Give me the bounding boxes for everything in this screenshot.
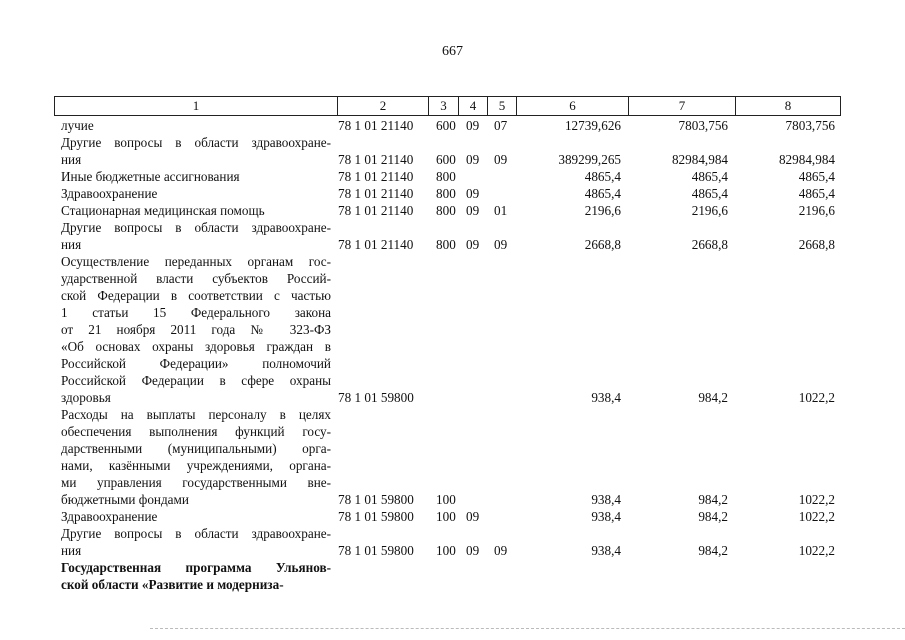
description-line: ми управления государственными вне- (61, 475, 331, 490)
amount-col-8: 1022,2 (798, 509, 835, 524)
amount-col-7: 984,2 (698, 492, 728, 507)
row-description (61, 406, 331, 508)
description-line: нами, казёнными учреждениями, органа- (61, 458, 331, 473)
subsection-code: 09 (494, 152, 508, 167)
section-code: 09 (466, 152, 480, 167)
amount-col-7: 984,2 (698, 543, 728, 558)
table-row (0, 406, 905, 508)
table-row (0, 508, 905, 525)
description-line: Другие вопросы в области здравоохране- (61, 526, 331, 541)
expense-type: 800 (436, 186, 456, 201)
description-line: ской области «Развитие и модерниза- (61, 577, 284, 592)
amount-col-6: 938,4 (591, 543, 621, 558)
expense-type: 100 (436, 509, 456, 524)
description-line: ния (61, 152, 82, 167)
amount-col-7: 7803,756 (678, 118, 728, 133)
description-line: Иные бюджетные ассигнования (61, 169, 240, 184)
header-col-5: 5 (487, 96, 517, 116)
expense-type: 100 (436, 543, 456, 558)
section-code: 09 (466, 186, 480, 201)
section-code: 09 (466, 543, 480, 558)
description-line: бюджетными фондами (61, 492, 189, 507)
description-line: Государственная программа Ульянов- (61, 560, 331, 575)
section-code: 09 (466, 118, 480, 133)
amount-col-6: 2668,8 (584, 237, 621, 252)
amount-col-7: 2668,8 (691, 237, 728, 252)
header-col-8: 8 (735, 96, 841, 116)
expense-type: 600 (436, 118, 456, 133)
description-line: обеспечения выполнения функций госу- (61, 424, 331, 439)
amount-col-8: 7803,756 (785, 118, 835, 133)
header-col-1: 1 (54, 96, 338, 116)
subsection-code: 09 (494, 237, 508, 252)
amount-col-6: 389299,265 (558, 152, 621, 167)
expense-type: 100 (436, 492, 456, 507)
amount-col-7: 984,2 (698, 509, 728, 524)
expense-type: 800 (436, 203, 456, 218)
budget-code: 78 1 01 59800 (338, 509, 414, 524)
table-row (0, 134, 905, 168)
row-description (61, 202, 331, 219)
budget-code: 78 1 01 21140 (338, 169, 414, 184)
description-line: Здравоохранение (61, 509, 158, 524)
amount-col-7: 82984,984 (671, 152, 728, 167)
amount-col-7: 4865,4 (691, 169, 728, 184)
budget-code: 78 1 01 21140 (338, 186, 414, 201)
description-line: ударственной власти субъектов Россий- (61, 271, 331, 286)
description-line: Здравоохранение (61, 186, 158, 201)
header-col-3: 3 (428, 96, 459, 116)
header-col-2: 2 (337, 96, 429, 116)
description-line: Другие вопросы в области здравоохране- (61, 135, 331, 150)
row-description (61, 559, 331, 593)
section-code: 09 (466, 509, 480, 524)
amount-col-8: 2196,6 (798, 203, 835, 218)
amount-col-6: 2196,6 (584, 203, 621, 218)
budget-code: 78 1 01 21140 (338, 152, 414, 167)
amount-col-6: 4865,4 (584, 186, 621, 201)
expense-type: 800 (436, 169, 456, 184)
expense-type: 800 (436, 237, 456, 252)
description-line: 1 статьи 15 Федерального закона (61, 305, 331, 320)
description-line: Российской Федерации» полномочий (61, 356, 331, 371)
amount-col-8: 1022,2 (798, 390, 835, 405)
table-row (0, 525, 905, 559)
amount-col-6: 12739,626 (564, 118, 621, 133)
bottom-divider (150, 628, 905, 630)
description-line: Российской Федерации в сфере охраны (61, 373, 331, 388)
description-line: Расходы на выплаты персоналу в целях (61, 407, 331, 422)
row-description (61, 117, 331, 134)
description-line: от 21 ноября 2011 года № 323-ФЗ (61, 322, 331, 337)
amount-col-7: 4865,4 (691, 186, 728, 201)
amount-col-6: 938,4 (591, 509, 621, 524)
amount-col-8: 1022,2 (798, 543, 835, 558)
description-line: дарственными (муниципальными) орга- (61, 441, 331, 456)
row-description (61, 253, 331, 406)
amount-col-7: 984,2 (698, 390, 728, 405)
row-description (61, 219, 331, 253)
header-col-6: 6 (516, 96, 629, 116)
description-line: ния (61, 543, 82, 558)
description-line: лучие (61, 118, 94, 133)
budget-code: 78 1 01 59800 (338, 492, 414, 507)
row-description (61, 134, 331, 168)
description-line: ской Федерации в соответствии с частью (61, 288, 331, 303)
table-row (0, 185, 905, 202)
subsection-code: 07 (494, 118, 508, 133)
amount-col-8: 2668,8 (798, 237, 835, 252)
row-description (61, 525, 331, 559)
header-col-4: 4 (458, 96, 488, 116)
row-description (61, 168, 331, 185)
section-code: 09 (466, 237, 480, 252)
amount-col-8: 4865,4 (798, 169, 835, 184)
budget-code: 78 1 01 59800 (338, 390, 414, 405)
row-description (61, 185, 331, 202)
amount-col-8: 82984,984 (778, 152, 835, 167)
description-line: Другие вопросы в области здравоохране- (61, 220, 331, 235)
budget-code: 78 1 01 21140 (338, 118, 414, 133)
expense-type: 600 (436, 152, 456, 167)
description-line: ния (61, 237, 82, 252)
table-row (0, 219, 905, 253)
description-line: Осуществление переданных органам гос- (61, 254, 331, 269)
table-row (0, 168, 905, 185)
amount-col-8: 1022,2 (798, 492, 835, 507)
table-row (0, 202, 905, 219)
amount-col-6: 4865,4 (584, 169, 621, 184)
subsection-code: 01 (494, 203, 508, 218)
header-col-7: 7 (628, 96, 736, 116)
budget-code: 78 1 01 21140 (338, 237, 414, 252)
table-row (0, 253, 905, 406)
budget-code: 78 1 01 59800 (338, 543, 414, 558)
amount-col-6: 938,4 (591, 492, 621, 507)
description-line: Стационарная медицинская помощь (61, 203, 265, 218)
section-code: 09 (466, 203, 480, 218)
row-description (61, 508, 331, 525)
page-number: 667 (442, 44, 463, 59)
description-line: «Об основах охраны здоровья граждан в (61, 339, 331, 354)
table-row (0, 117, 905, 134)
amount-col-8: 4865,4 (798, 186, 835, 201)
table-row (0, 559, 905, 593)
amount-col-6: 938,4 (591, 390, 621, 405)
description-line: здоровья (61, 390, 111, 405)
subsection-code: 09 (494, 543, 508, 558)
amount-col-7: 2196,6 (691, 203, 728, 218)
budget-code: 78 1 01 21140 (338, 203, 414, 218)
